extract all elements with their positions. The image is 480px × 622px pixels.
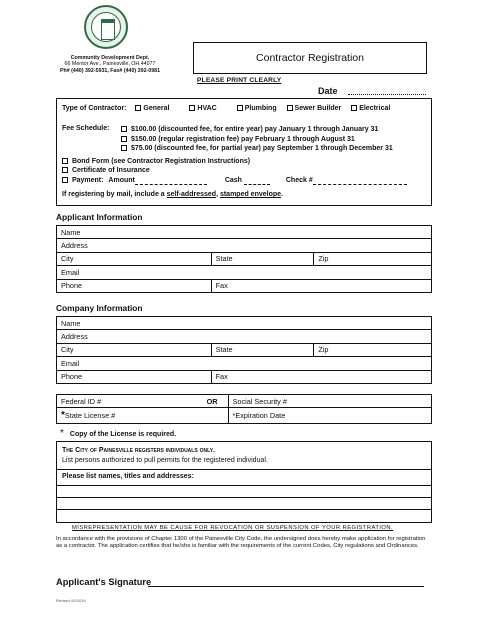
applicant-state-label: State	[215, 254, 233, 264]
company-table	[56, 316, 432, 384]
applicant-phone-field[interactable]	[57, 279, 212, 292]
mail-suffix: .	[281, 191, 283, 198]
applicant-table	[56, 225, 432, 293]
fee-option-3-label: $75.00 (discounted fee, for partial year) pay September 1 through December 31	[130, 145, 393, 153]
signature-field[interactable]	[148, 586, 424, 587]
applicant-fax-label: Fax	[215, 281, 228, 291]
contractor-details-box	[56, 98, 432, 206]
type-electrical-label: Electrical	[359, 105, 391, 112]
payment-checkbox[interactable]	[62, 177, 68, 183]
date-field[interactable]	[348, 94, 426, 95]
city-seal-logo	[84, 5, 128, 49]
federal-id-field[interactable]	[57, 395, 229, 408]
applicant-email-label: Email	[61, 267, 80, 277]
ssn-label: Social Security #	[232, 396, 287, 406]
license-asterisk: *	[61, 410, 65, 422]
type-hvac-checkbox[interactable]	[189, 105, 195, 111]
company-city-field[interactable]	[57, 343, 212, 356]
expiration-date-field[interactable]	[228, 408, 431, 424]
bond-label: Bond Form (see Contractor Registration Instructions)	[71, 158, 251, 165]
company-state-field[interactable]	[211, 343, 314, 356]
company-state-label: State	[215, 345, 233, 355]
bond-checkbox[interactable]	[62, 158, 68, 164]
insurance-label: Certificate of Insurance	[71, 167, 150, 175]
applicant-phone-label: Phone	[61, 281, 83, 291]
dept-phone-fax: Ph# (440) 392-5931, Fax# (440) 392-0981	[59, 67, 161, 74]
company-email-label: Email	[61, 358, 80, 368]
signature-label: Applicant's Signature	[56, 577, 152, 587]
state-license-field[interactable]	[57, 408, 229, 424]
contractor-type-row	[62, 105, 390, 112]
ids-table	[56, 394, 432, 424]
copy-asterisk: *	[60, 428, 64, 439]
type-sewer-checkbox[interactable]	[287, 105, 293, 111]
type-general-label: General	[143, 105, 170, 112]
fee-option-1-checkbox[interactable]	[121, 126, 127, 132]
mail-instructions	[62, 191, 283, 198]
contractor-type-label: Type of Contractor:	[62, 105, 127, 112]
print-clearly-note: PLEASE PRINT CLEARLY	[197, 77, 282, 84]
fee-option-2-label: $150.00 (regular registration fee) pay February 1 through August 31	[130, 135, 355, 143]
applicant-city-label: City	[61, 254, 74, 264]
authorized-line-3[interactable]	[57, 509, 431, 510]
applicant-address-label: Address	[61, 241, 88, 251]
applicant-address-field[interactable]	[57, 239, 432, 252]
attachments-list	[62, 157, 407, 185]
federal-id-label: Federal ID #	[61, 396, 102, 406]
amount-label: Amount	[108, 176, 135, 184]
company-email-field[interactable]	[57, 357, 432, 370]
applicant-fax-field[interactable]	[211, 279, 431, 292]
type-general-checkbox[interactable]	[135, 105, 141, 111]
mail-stamped-envelope: stamped envelope	[219, 191, 282, 198]
authorized-line-1[interactable]	[57, 485, 431, 486]
applicant-name-field[interactable]	[57, 226, 432, 239]
type-electrical-checkbox[interactable]	[351, 105, 357, 111]
payment-label: Payment:	[71, 176, 104, 184]
date-label: Date	[318, 86, 338, 96]
type-sewer-label: Sewer Builder	[294, 105, 342, 112]
revised-date: Revised 4/2/2019	[56, 599, 86, 603]
or-label: OR	[206, 396, 218, 406]
applicant-heading: Applicant Information	[56, 212, 143, 222]
company-name-label: Name	[61, 318, 81, 328]
applicant-zip-field[interactable]	[314, 252, 432, 265]
amount-field[interactable]	[135, 184, 207, 185]
applicant-name-label: Name	[61, 227, 81, 237]
authorized-list-label: Please list names, titles and addresses:	[62, 473, 194, 480]
fee-options	[121, 125, 393, 154]
copy-note-text: Copy of the License is required.	[69, 431, 177, 438]
company-phone-label: Phone	[61, 372, 83, 382]
fee-option-2-checkbox[interactable]	[121, 136, 127, 142]
company-fax-label: Fax	[215, 372, 228, 382]
check-number-field[interactable]	[313, 184, 407, 185]
company-address-label: Address	[61, 332, 88, 342]
company-phone-field[interactable]	[57, 370, 212, 383]
company-zip-field[interactable]	[314, 343, 432, 356]
misrepresentation-warning: MISREPRESENTATION MAY BE CAUSE FOR REVOCATION OR SUSPENSION OF YOUR REGISTRATION.	[72, 525, 394, 531]
company-address-field[interactable]	[57, 330, 432, 343]
form-title: Contractor Registration	[256, 52, 364, 64]
authorized-subtext: List persons authorized to pull permits for the registered individual.	[62, 457, 268, 464]
authorized-persons-box	[56, 441, 432, 523]
applicant-zip-label: Zip	[318, 254, 329, 264]
check-label: Check #	[285, 176, 313, 184]
fee-schedule-label: Fee Schedule:	[62, 125, 110, 132]
insurance-checkbox[interactable]	[62, 167, 68, 173]
type-plumbing-label: Plumbing	[244, 105, 277, 112]
company-fax-field[interactable]	[211, 370, 431, 383]
company-name-field[interactable]	[57, 317, 432, 330]
ssn-field[interactable]	[228, 395, 431, 408]
applicant-state-field[interactable]	[211, 252, 314, 265]
form-title-box	[193, 42, 427, 74]
expiration-date-label: *Expiration Date	[232, 411, 286, 421]
applicant-email-field[interactable]	[57, 266, 432, 279]
fee-option-1-label: $100.00 (discounted fee, for entire year) pay January 1 through January 31	[130, 126, 379, 133]
company-zip-label: Zip	[318, 345, 329, 355]
authorized-heading: The City of Painesville registers individuals only.	[62, 447, 215, 454]
type-hvac-label: HVAC	[197, 105, 217, 112]
company-heading: Company Information	[56, 303, 143, 313]
company-city-label: City	[61, 345, 74, 355]
dept-name: Community Development Dept.	[70, 55, 150, 61]
certification-paragraph: In accordance with the provisions of Chapter 1300 of the Painesville City Code, the undersigned does hereby make application for registration as a contractor. The application certifies that he/she is familiar with the requirements of the current Codes, City regulations and Ordinances.	[56, 536, 426, 550]
applicant-city-field[interactable]	[57, 252, 212, 265]
dept-address: 66 Mentor Ave., Painesville, OH 44077	[64, 61, 156, 68]
dept-info	[58, 55, 162, 74]
fee-option-3-checkbox[interactable]	[121, 145, 127, 151]
cash-field[interactable]	[244, 184, 270, 185]
type-plumbing-checkbox[interactable]	[237, 105, 243, 111]
cash-label: Cash	[224, 176, 242, 184]
mail-self-addressed: self-addressed	[166, 191, 217, 198]
mail-sep: ,	[216, 191, 220, 198]
state-license-label: State License #	[64, 411, 116, 421]
authorized-line-2[interactable]	[57, 497, 431, 498]
mail-prefix: If registering by mail, include a	[62, 191, 167, 198]
license-copy-note	[60, 428, 176, 439]
